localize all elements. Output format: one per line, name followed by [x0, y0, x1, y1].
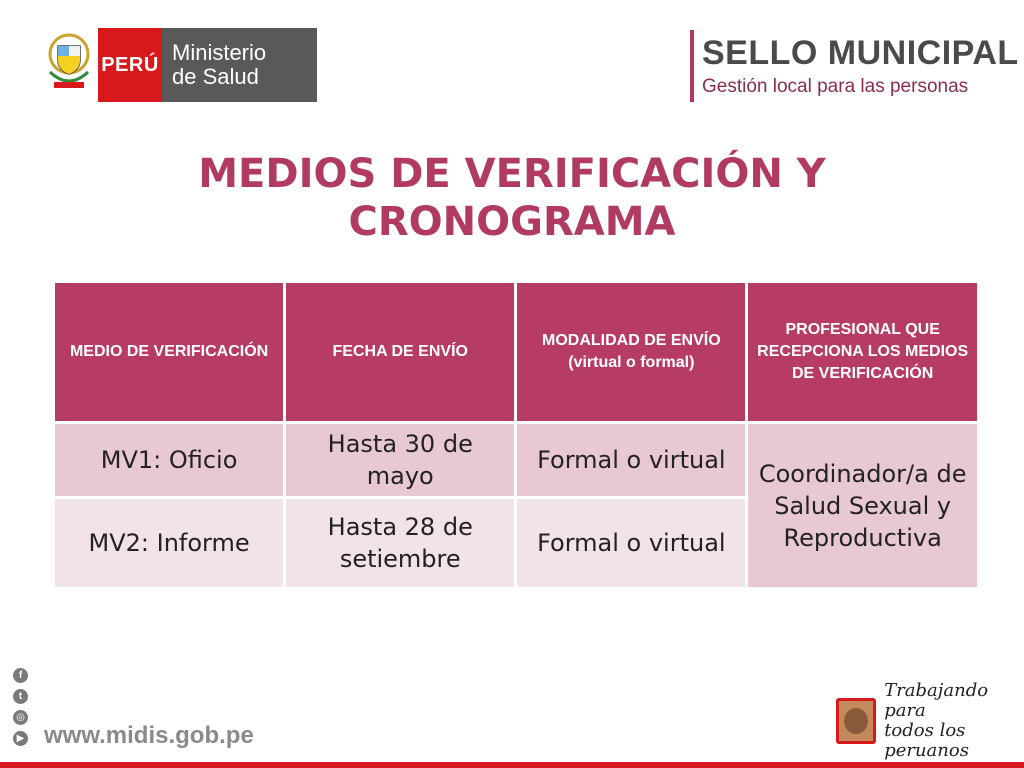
- cell-profesional: Coordinador/a de Salud Sexual y Reproductiva: [747, 423, 979, 589]
- ministerio-label: [162, 28, 317, 102]
- social-icons: [13, 668, 28, 746]
- minsa-logo: [40, 28, 317, 102]
- slogan: [884, 681, 1024, 761]
- cell-medio: MV2: Informe: [54, 498, 285, 589]
- title-line1: MEDIOS DE VERIFICACIÓN Y: [198, 151, 826, 197]
- website-link[interactable]: www.midis.gob.pe: [44, 722, 254, 749]
- header-fecha: FECHA DE ENVÍO: [285, 282, 516, 423]
- facebook-icon[interactable]: f: [13, 668, 28, 683]
- cell-modalidad: Formal o virtual: [516, 423, 747, 498]
- cell-fecha: Hasta 28 de setiembre: [285, 498, 516, 589]
- schedule-table: [52, 280, 980, 590]
- slogan-line2: todos los peruanos: [884, 720, 969, 761]
- page-title: [0, 150, 1024, 246]
- cell-fecha: Hasta 30 de mayo: [285, 423, 516, 498]
- cell-medio: MV1: Oficio: [54, 423, 285, 498]
- sello-subtitle: Gestión local para las personas: [702, 76, 969, 97]
- trabajando-logo: [836, 680, 1024, 761]
- cell-modalidad: Formal o virtual: [516, 498, 747, 589]
- logo-divider: [690, 30, 694, 102]
- sello-title: SELLO MUNICIPAL: [702, 34, 1019, 72]
- instagram-icon[interactable]: ◎: [13, 710, 28, 725]
- title-line2: CRONOGRAMA: [348, 199, 676, 245]
- twitter-icon[interactable]: t: [13, 689, 28, 704]
- table-header-row: [54, 282, 979, 423]
- ministerio-line2: de Salud: [172, 64, 259, 89]
- peru-label: PERÚ: [98, 28, 162, 102]
- header-medio: MEDIO DE VERIFICACIÓN: [54, 282, 285, 423]
- youtube-icon[interactable]: ▶: [13, 731, 28, 746]
- bottom-red-line: [0, 762, 1024, 768]
- table-row: [54, 423, 979, 498]
- ministerio-line1: Ministerio: [172, 40, 267, 65]
- header-profesional: PROFESIONAL QUE RECEPCIONA LOS MEDIOS DE VERIFICACIÓN: [747, 282, 979, 423]
- header-modalidad: MODALIDAD DE ENVÍO (virtual o formal): [516, 282, 747, 423]
- slogan-line1: Trabajando para: [884, 680, 989, 721]
- coat-of-arms-icon: [40, 28, 98, 102]
- portrait-image: [836, 698, 876, 744]
